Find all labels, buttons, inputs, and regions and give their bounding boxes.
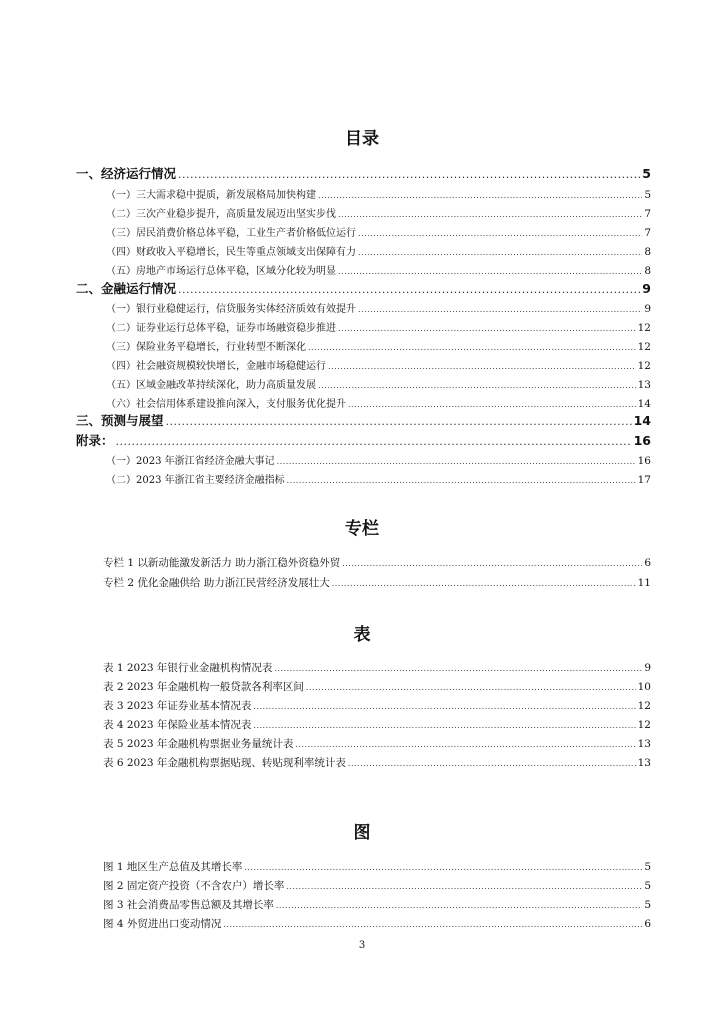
figures-title: 图 bbox=[353, 823, 371, 843]
figure-entry-page: 5 bbox=[644, 880, 651, 892]
toc-entry-label: （一）银行业稳健运行，信贷服务实体经济质效有效提升 bbox=[106, 304, 356, 315]
dot-leader bbox=[318, 381, 636, 390]
toc-entry-page: 16 bbox=[633, 433, 651, 448]
tables-title: 表 bbox=[353, 625, 371, 645]
toc-entry[interactable] bbox=[106, 243, 651, 258]
toc-entry-label: 附录： bbox=[76, 433, 114, 448]
dot-leader bbox=[358, 229, 642, 238]
toc-entry-label: （一）2023 年浙江省经济金融大事记 bbox=[106, 456, 275, 467]
toc-entry-page: 13 bbox=[637, 379, 651, 391]
toc-entry-label: （一）三大需求稳中提质，新发展格局加快构建 bbox=[106, 190, 316, 201]
table-entry-page: 10 bbox=[637, 681, 651, 693]
table-entry[interactable] bbox=[103, 660, 651, 675]
column-entry-label: 专栏 2 优化金融供给 助力浙江民营经济发展壮大 bbox=[103, 577, 330, 589]
dot-leader bbox=[332, 579, 636, 588]
toc-entry[interactable] bbox=[106, 262, 651, 277]
toc-entry-page: 12 bbox=[637, 341, 651, 353]
toc-entry[interactable] bbox=[106, 395, 651, 410]
toc-entry[interactable] bbox=[76, 164, 651, 182]
dot-leader bbox=[253, 721, 635, 730]
toc-entry-label: （四）财政收入平稳增长，民生等重点领域支出保障有力 bbox=[106, 247, 356, 258]
toc-entry-page: 5 bbox=[642, 166, 651, 181]
toc-entry[interactable] bbox=[76, 431, 651, 449]
table-entry-label: 表 5 2023 年金融机构票据业务量统计表 bbox=[103, 738, 294, 750]
toc-entry[interactable] bbox=[106, 224, 651, 239]
figure-entry-label: 图 2 固定资产投资（不含农户）增长率 bbox=[103, 880, 285, 892]
page-number: 3 bbox=[358, 940, 366, 951]
dot-leader bbox=[295, 740, 635, 749]
table-entry-label: 表 6 2023 年金融机构票据贴现、转贴现利率统计表 bbox=[103, 757, 346, 769]
dot-leader bbox=[253, 702, 635, 711]
toc-entry[interactable] bbox=[76, 411, 651, 429]
figure-entry[interactable] bbox=[103, 878, 651, 893]
column-entry-label: 专栏 1 以新动能激发新活力 助力浙江稳外资稳外贸 bbox=[103, 557, 341, 569]
toc-entry-label: （三）居民消费价格总体平稳，工业生产者价格低位运行 bbox=[106, 228, 356, 239]
figure-entry[interactable] bbox=[103, 859, 651, 874]
figure-entry-label: 图 1 地区生产总值及其增长率 bbox=[103, 861, 243, 873]
dot-leader bbox=[338, 267, 642, 276]
toc-entry[interactable] bbox=[106, 452, 651, 467]
figure-entry-label: 图 4 外贸进出口变动情况 bbox=[103, 918, 222, 930]
dot-leader bbox=[244, 863, 642, 872]
toc-entry-page: 7 bbox=[644, 208, 651, 220]
toc-entry-label: （六）社会信用体系建设推向深入，支付服务优化提升 bbox=[106, 399, 346, 410]
toc-entry-label: （四）社会融资规模较快增长，金融市场稳健运行 bbox=[106, 361, 326, 372]
toc-entry-page: 8 bbox=[644, 265, 651, 277]
table-entry[interactable] bbox=[103, 755, 651, 770]
dot-leader bbox=[178, 168, 640, 181]
figure-entry-label: 图 3 社会消费品零售总额及其增长率 bbox=[103, 899, 274, 911]
dot-leader bbox=[274, 664, 642, 673]
figure-entry-page: 6 bbox=[644, 918, 651, 930]
dot-leader bbox=[348, 759, 636, 768]
table-entry[interactable] bbox=[103, 736, 651, 751]
toc-entry[interactable] bbox=[106, 357, 651, 372]
toc-entry-label: （五）区域金融改革持续深化，助力高质量发展 bbox=[106, 380, 316, 391]
toc-title: 目录 bbox=[345, 129, 379, 149]
column-entry-page: 6 bbox=[644, 557, 651, 569]
toc-entry-label: 一、经济运行情况 bbox=[76, 166, 177, 181]
toc-entry-label: （二）证券业运行总体平稳，证券市场融资稳步推进 bbox=[106, 323, 336, 334]
table-entry-page: 12 bbox=[637, 719, 651, 731]
toc-entry-page: 8 bbox=[644, 246, 651, 258]
dot-leader bbox=[358, 248, 642, 257]
column-entry[interactable] bbox=[103, 555, 651, 570]
table-entry[interactable] bbox=[103, 679, 651, 694]
toc-entry-label: （二）三次产业稳步提升，高质量发展迈出坚实步伐 bbox=[106, 209, 336, 220]
table-entry-label: 表 3 2023 年证券业基本情况表 bbox=[103, 700, 252, 712]
toc-entry-label: （二）2023 年浙江省主要经济金融指标 bbox=[106, 475, 285, 486]
figure-entry[interactable] bbox=[103, 897, 651, 912]
columns-title: 专栏 bbox=[345, 519, 379, 539]
toc-entry-page: 9 bbox=[644, 303, 651, 315]
toc-entry[interactable] bbox=[106, 338, 651, 353]
toc-entry-page: 17 bbox=[637, 474, 651, 486]
toc-entry-page: 14 bbox=[637, 398, 651, 410]
dot-leader bbox=[287, 476, 636, 485]
dot-leader bbox=[306, 683, 636, 692]
toc-entry[interactable] bbox=[106, 319, 651, 334]
toc-entry-label: 二、金融运行情况 bbox=[76, 281, 177, 296]
dot-leader bbox=[348, 400, 636, 409]
table-entry-page: 12 bbox=[637, 700, 651, 712]
toc-entry-label: 三、预测与展望 bbox=[76, 413, 164, 428]
column-entry[interactable] bbox=[103, 575, 651, 590]
toc-entry-page: 12 bbox=[637, 322, 651, 334]
dot-leader bbox=[116, 435, 632, 448]
toc-entry[interactable] bbox=[106, 300, 651, 315]
table-entry-page: 13 bbox=[637, 757, 651, 769]
dot-leader bbox=[328, 362, 636, 371]
dot-leader bbox=[342, 559, 642, 568]
toc-entry-page: 7 bbox=[644, 227, 651, 239]
toc-entry-page: 16 bbox=[637, 455, 651, 467]
figure-entry[interactable] bbox=[103, 916, 651, 931]
dot-leader bbox=[286, 882, 642, 891]
toc-entry[interactable] bbox=[106, 186, 651, 201]
dot-leader bbox=[308, 343, 636, 352]
dot-leader bbox=[223, 920, 642, 929]
dot-leader bbox=[358, 305, 642, 314]
dot-leader bbox=[178, 283, 640, 296]
dot-leader bbox=[277, 457, 636, 466]
table-entry[interactable] bbox=[103, 717, 651, 732]
table-entry-label: 表 2 2023 年金融机构一般贷款各利率区间 bbox=[103, 681, 304, 693]
toc-entry[interactable] bbox=[106, 205, 651, 220]
table-entry-label: 表 4 2023 年保险业基本情况表 bbox=[103, 719, 252, 731]
toc-entry-label: （五）房地产市场运行总体平稳，区域分化较为明显 bbox=[106, 266, 336, 277]
figure-entry-page: 5 bbox=[644, 861, 651, 873]
toc-entry-page: 9 bbox=[642, 281, 651, 296]
table-entry-page: 13 bbox=[637, 738, 651, 750]
toc-entry[interactable] bbox=[76, 279, 651, 297]
toc-entry-page: 5 bbox=[644, 189, 651, 201]
column-entry-page: 11 bbox=[637, 577, 651, 589]
table-entry[interactable] bbox=[103, 698, 651, 713]
table-entry-label: 表 1 2023 年银行业金融机构情况表 bbox=[103, 662, 273, 674]
toc-entry-page: 14 bbox=[633, 413, 651, 428]
toc-entry-page: 12 bbox=[637, 360, 651, 372]
toc-entry[interactable] bbox=[106, 471, 651, 486]
dot-leader bbox=[276, 901, 642, 910]
table-entry-page: 9 bbox=[644, 662, 651, 674]
dot-leader bbox=[338, 210, 642, 219]
toc-entry-label: （三）保险业务平稳增长，行业转型不断深化 bbox=[106, 342, 306, 353]
dot-leader bbox=[166, 415, 632, 428]
dot-leader bbox=[318, 191, 642, 200]
toc-entry[interactable] bbox=[106, 376, 651, 391]
figure-entry-page: 5 bbox=[644, 899, 651, 911]
dot-leader bbox=[338, 324, 636, 333]
